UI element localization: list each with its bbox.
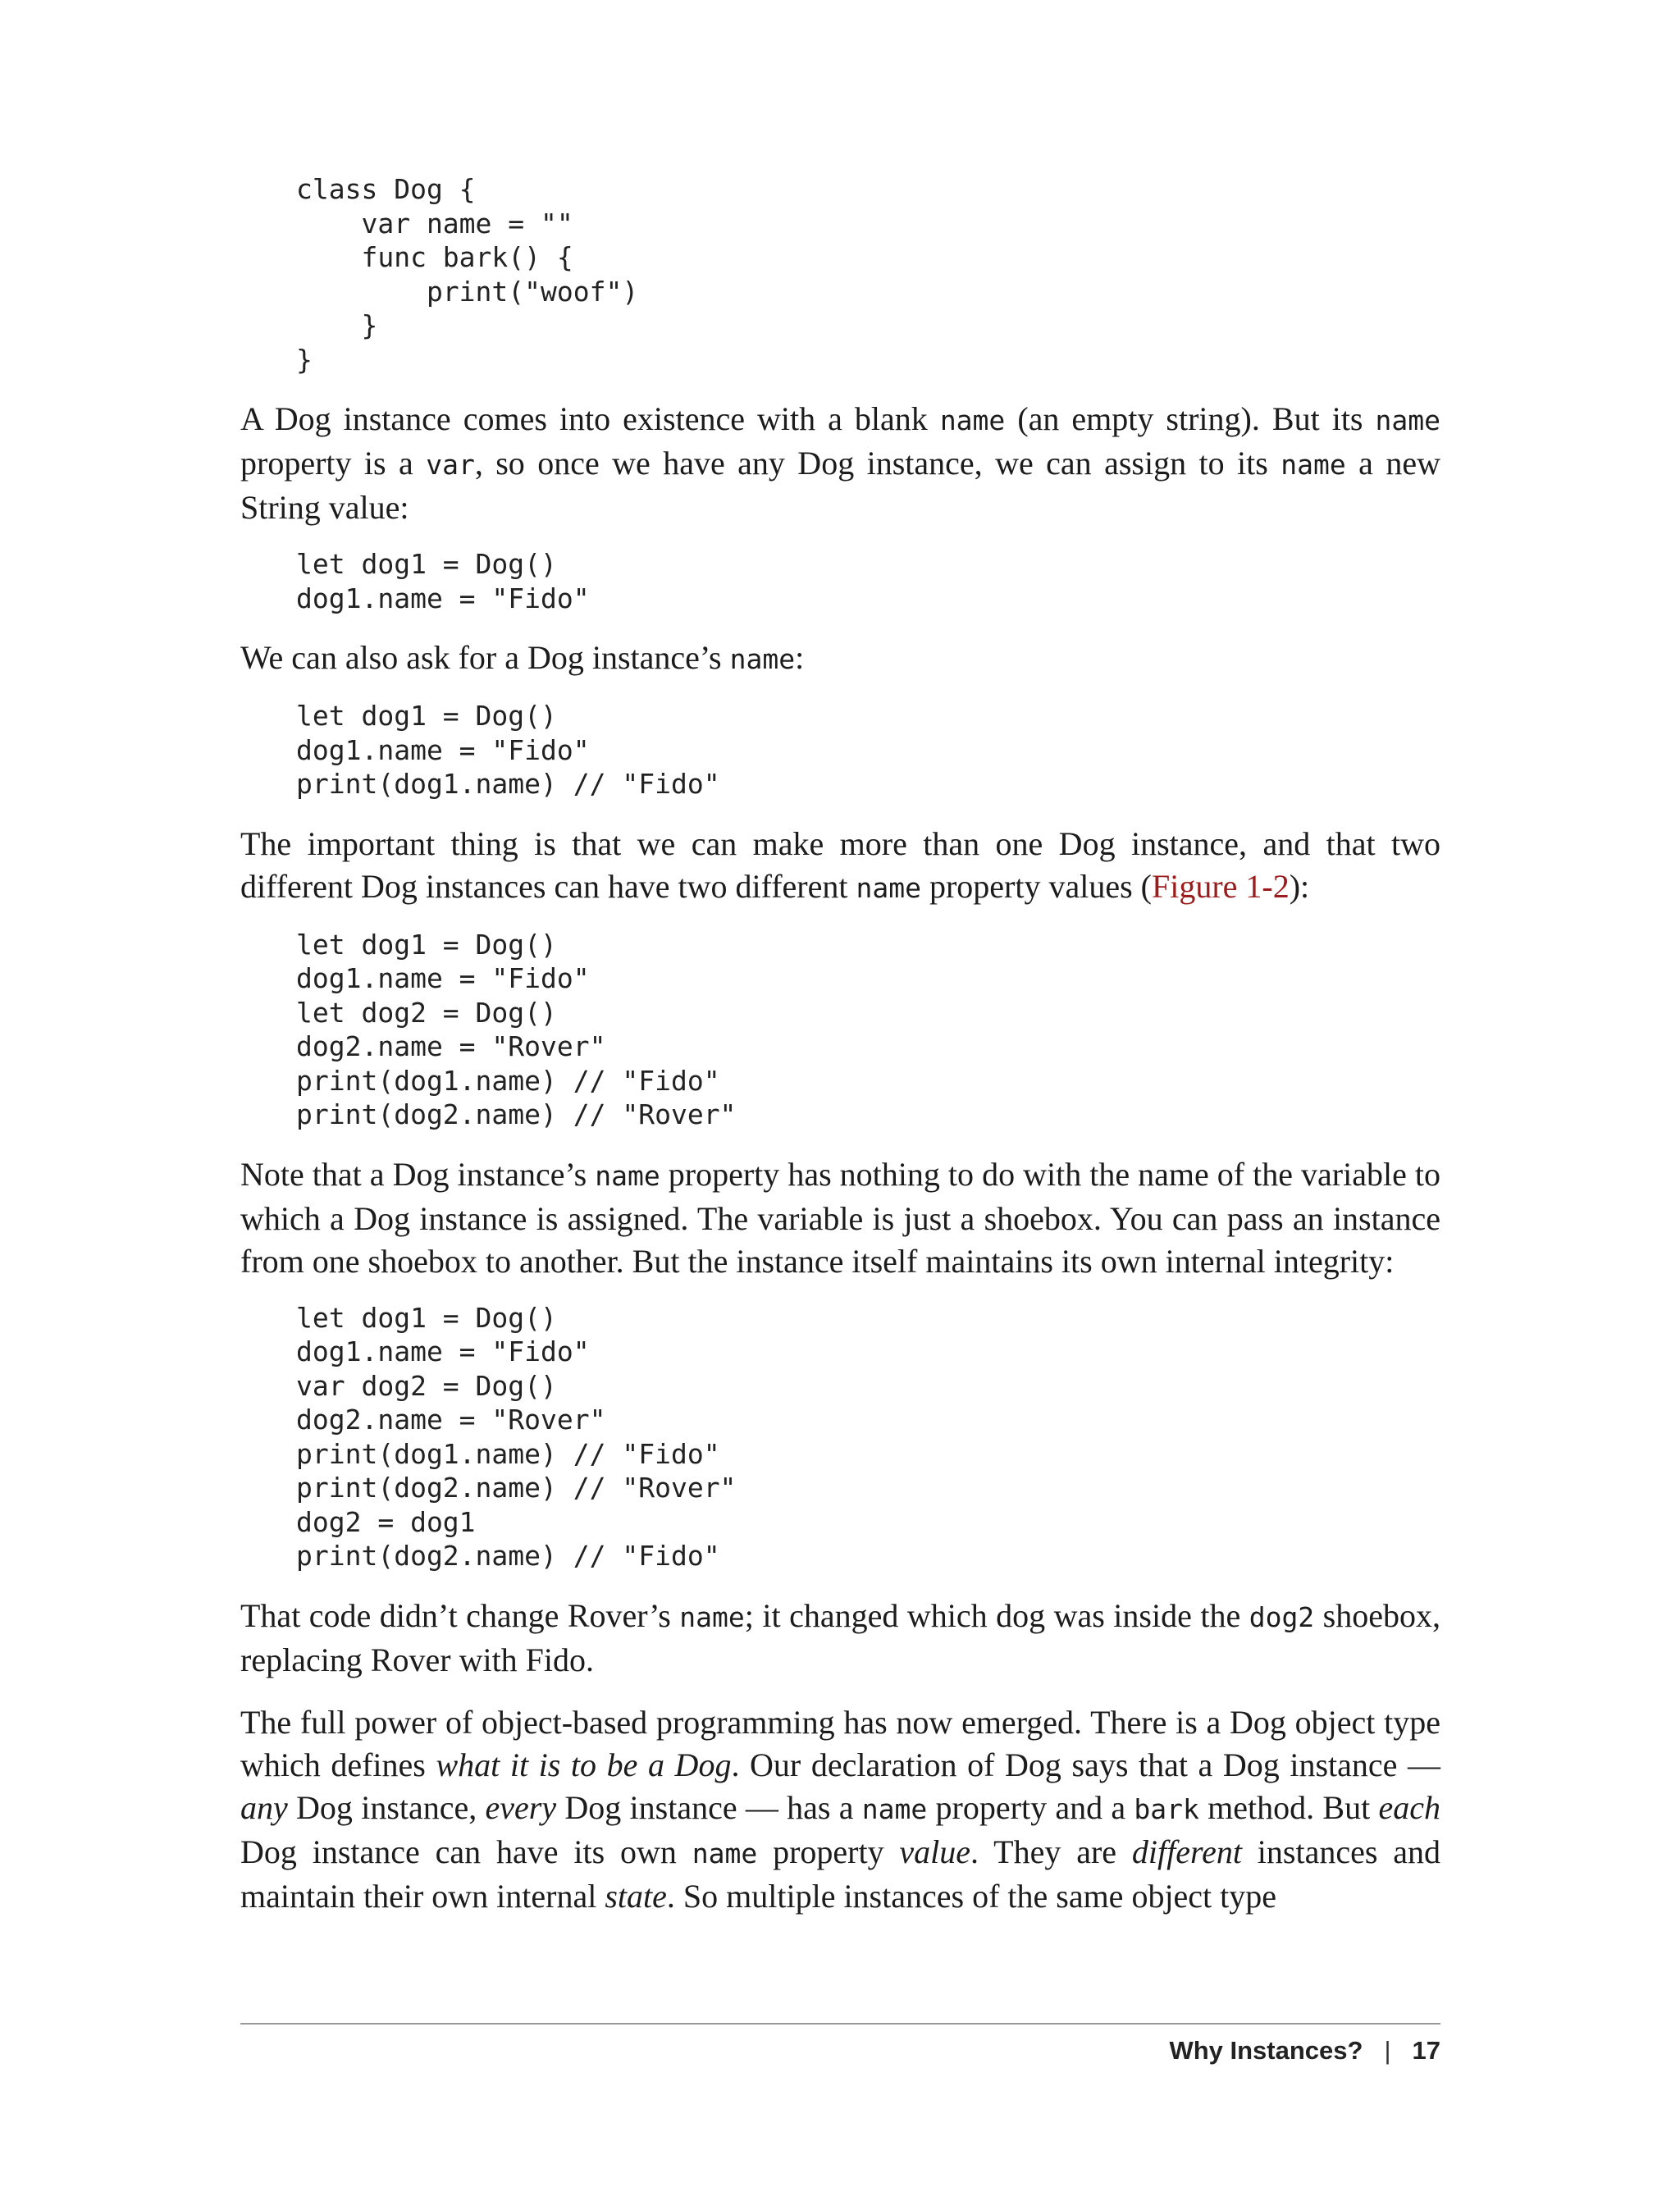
emphasis: every <box>485 1788 557 1826</box>
paragraph-two-instances <box>240 823 1440 910</box>
text-run: (an empty string). But its <box>1005 400 1376 437</box>
inline-code: name <box>729 643 796 675</box>
running-section-title: Why Instances? <box>1169 2036 1363 2065</box>
text-run: Dog instance — has a <box>556 1788 862 1826</box>
text-run: shoebox, replacing Rover with Fido. <box>240 1596 1441 1678</box>
inline-code: name <box>595 1159 660 1192</box>
text-run: ; it changed which dog was inside the <box>744 1596 1249 1634</box>
paragraph-shoebox <box>240 1153 1440 1283</box>
page-footer <box>1169 2031 1440 2070</box>
inline-code: name <box>861 1792 928 1825</box>
text-run: property is a <box>240 445 427 482</box>
text-run: A Dog instance comes into existence with a blank <box>240 400 940 437</box>
page-body <box>240 172 1440 1918</box>
text-run: method. But <box>1198 1788 1379 1826</box>
paragraph-rover-fido <box>240 1595 1440 1682</box>
text-run: instances and maintain their own internal <box>240 1833 1441 1915</box>
paragraph-ask-name <box>240 637 1440 681</box>
code-block-two-dogs: let dog1 = Dog() dog1.name = "Fido" let dog2 = Dog() dog2.name = "Rover" print(dog1.name) // "Fido" print(dog2.name) // "Rover" <box>296 928 737 1130</box>
inline-code: name <box>1375 404 1441 436</box>
emphasis: each <box>1378 1788 1441 1826</box>
text-run: a new String value: <box>240 445 1440 526</box>
inline-code: bark <box>1134 1792 1199 1825</box>
inline-code: var <box>426 449 475 481</box>
text-run: , so once we have any Dog instance, we can assign to its <box>474 445 1281 482</box>
text-run: Dog instance, <box>287 1788 486 1826</box>
text-run: That code didn’t change Rover’s <box>240 1596 680 1634</box>
text-run: The important thing is that we can make more than one Dog instance, and that two different Dog instances can have two different <box>240 824 1440 905</box>
text-run: ): <box>1289 867 1310 905</box>
paragraph-full-power <box>240 1701 1440 1918</box>
text-run: Note that a Dog instance’s <box>240 1155 596 1193</box>
inline-code: name <box>939 404 1006 436</box>
code-block-dog-class: class Dog { var name = "" func bark() { print("woof") } } <box>296 173 639 376</box>
text-run: We can also ask for a Dog instance’s <box>240 639 730 676</box>
footer-divider <box>240 2023 1440 2025</box>
text-run: Dog instance can have its own <box>240 1833 692 1870</box>
text-run: . Our declaration of Dog says that a Dog instance — <box>731 1746 1441 1783</box>
text-run: property and a <box>927 1788 1134 1826</box>
emphasis: state <box>605 1877 667 1915</box>
code-block-assign-name: let dog1 = Dog() dog1.name = "Fido" <box>296 548 590 614</box>
text-run: . They are <box>970 1833 1132 1870</box>
inline-code: name <box>679 1600 745 1633</box>
emphasis: any <box>240 1788 288 1826</box>
code-block-print-name: let dog1 = Dog() dog1.name = "Fido" print(dog1.name) // "Fido" <box>296 700 720 800</box>
emphasis: different <box>1131 1833 1242 1870</box>
emphasis: value <box>899 1833 971 1870</box>
emphasis: what it is to be a Dog <box>436 1746 732 1783</box>
text-run: property <box>757 1833 900 1870</box>
text-run: property has nothing to do with the name of the variable to which a Dog instance is assigned. The variable is just a shoebox. You can pass an instance from one shoebox to another. But the instance itself maintains its own internal integrity: <box>240 1155 1440 1280</box>
code-block-reassign: let dog1 = Dog() dog1.name = "Fido" var dog2 = Dog() dog2.name = "Rover" print(dog1.name) // "Fido" print(dog2.name) // "Rover" dog2 = dog1 print(dog2.name) // "Fido" <box>296 1301 737 1572</box>
inline-code: name <box>856 871 921 904</box>
paragraph-blank-name <box>240 398 1440 529</box>
text-run: property values ( <box>920 867 1152 905</box>
text-run: The full power of object-based programming has now emerged. There is a Dog object type which defines <box>240 1703 1440 1783</box>
text-run: : <box>795 639 805 676</box>
text-run: . So multiple instances of the same object type <box>666 1877 1277 1915</box>
inline-code: name <box>1281 449 1346 481</box>
figure-link[interactable]: Figure 1-2 <box>1151 867 1290 905</box>
footer-separator: | <box>1384 2036 1391 2065</box>
inline-code: dog2 <box>1249 1600 1315 1633</box>
page-number: 17 <box>1412 2036 1440 2065</box>
inline-code: name <box>692 1837 758 1869</box>
